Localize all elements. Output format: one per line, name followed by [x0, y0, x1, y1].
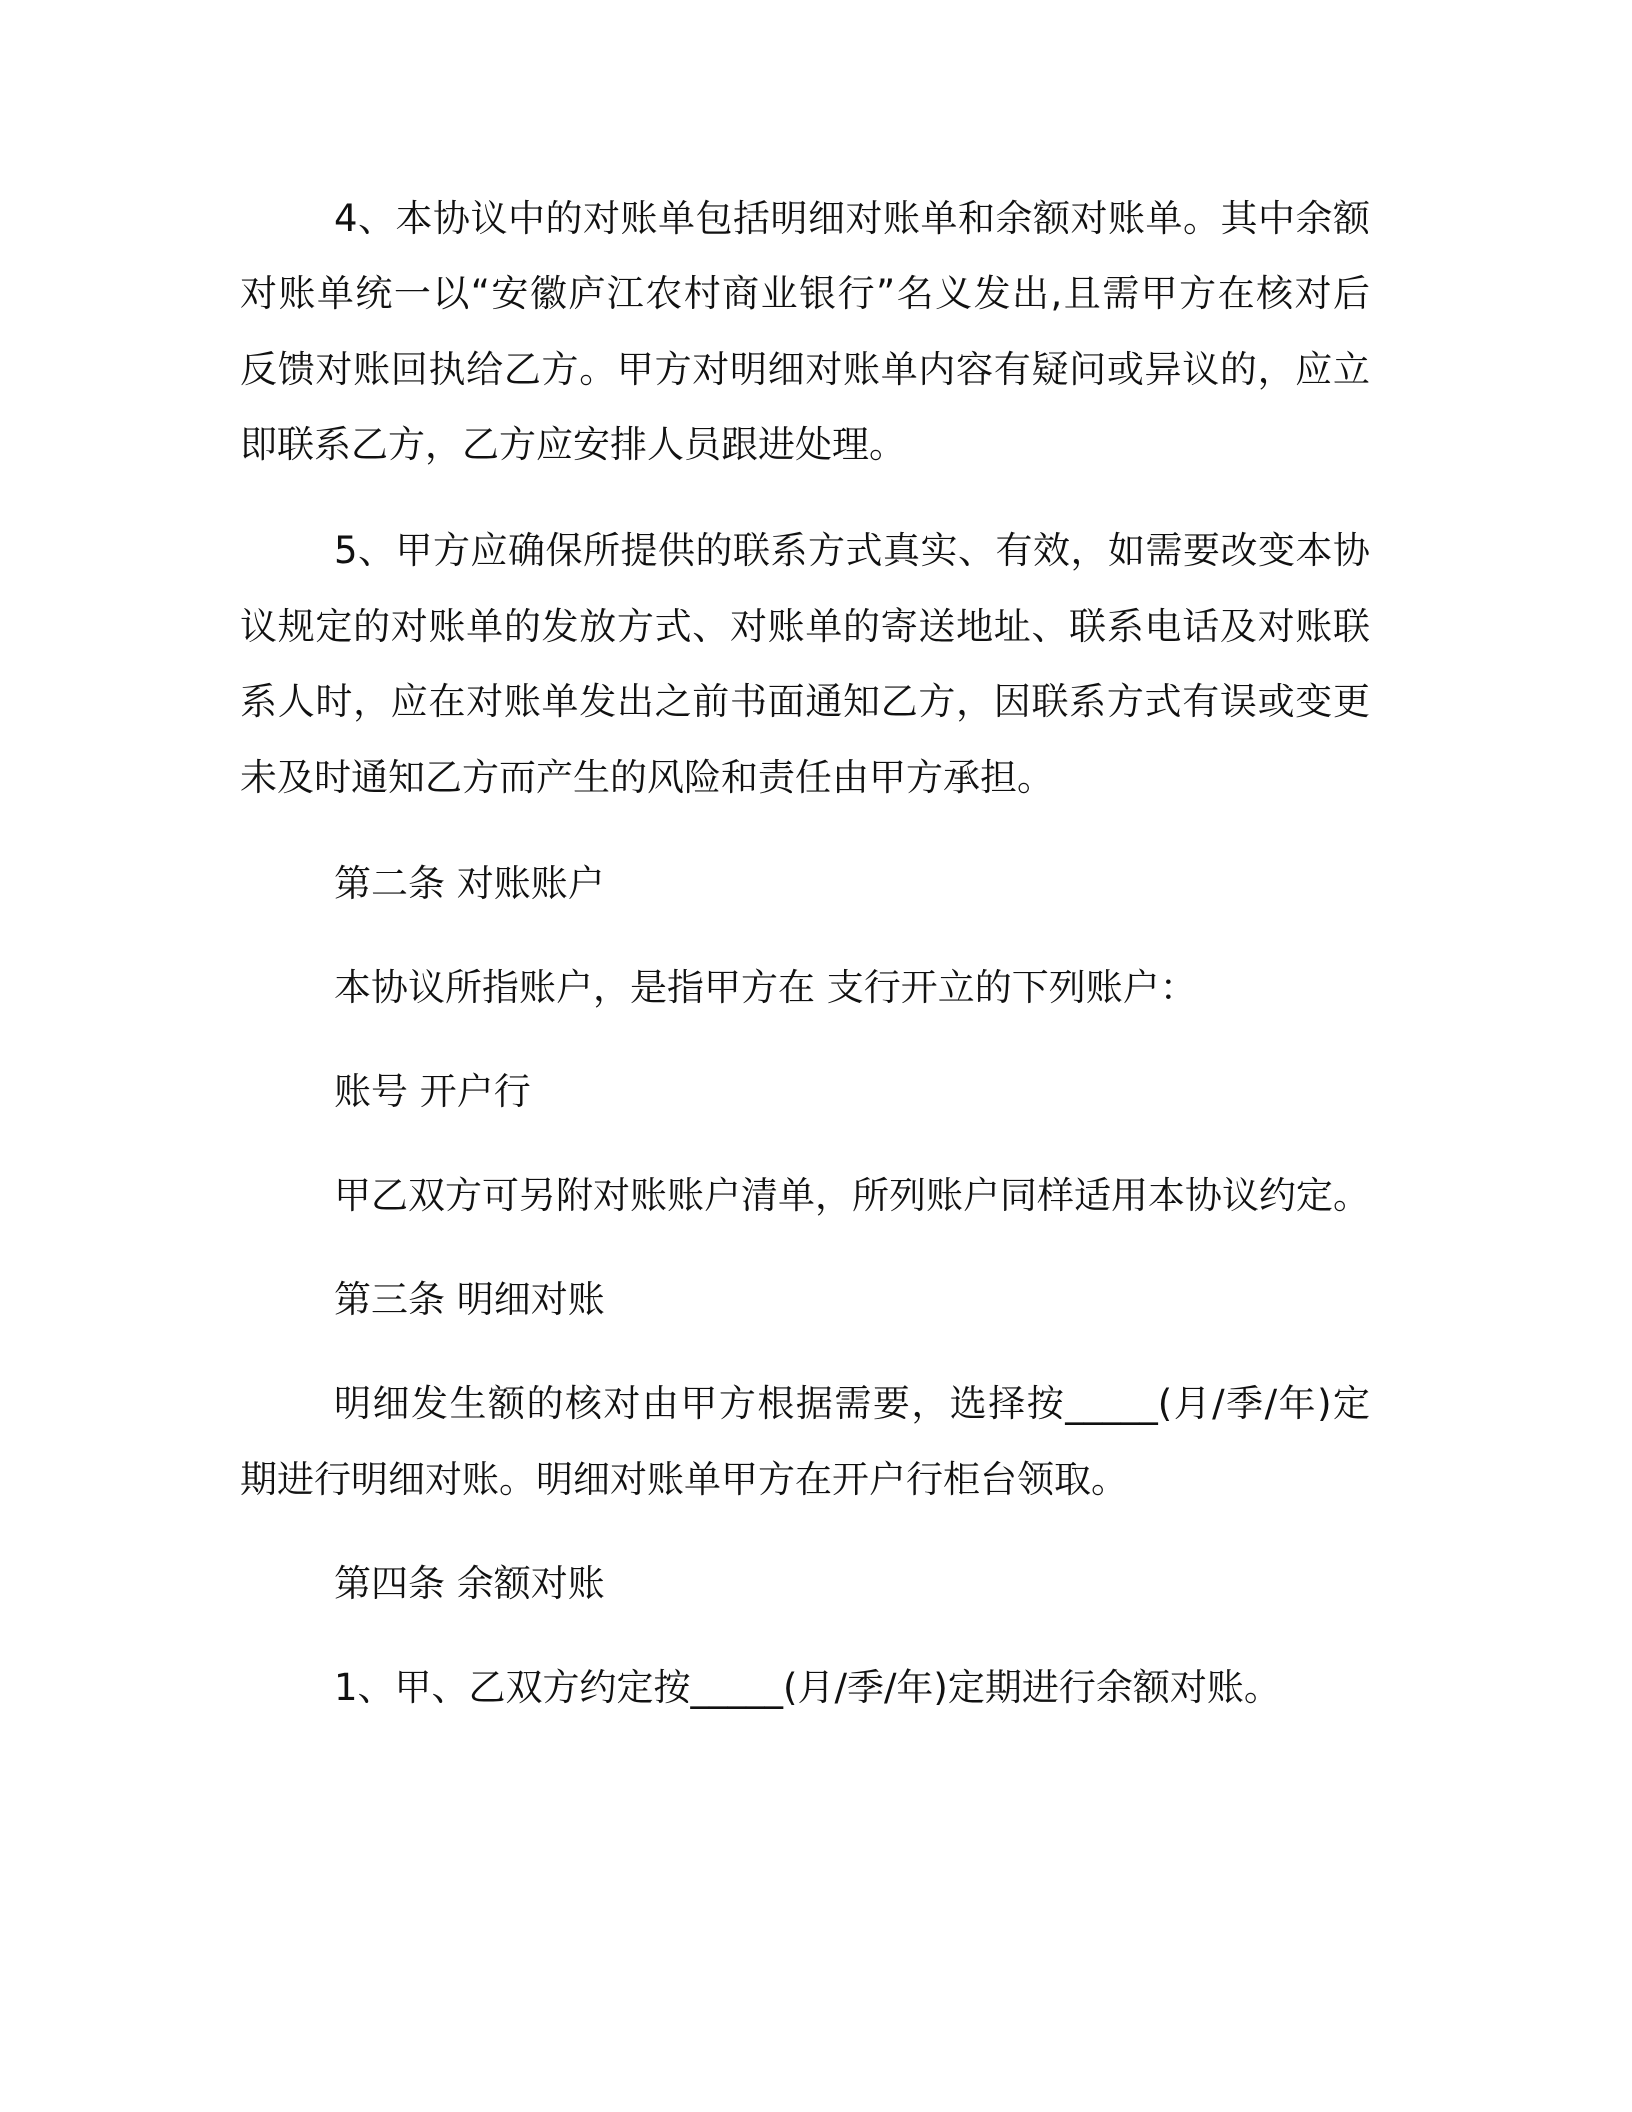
paragraph-5-line-4: 未及时通知乙方而产生的风险和责任由甲方承担。: [240, 756, 1054, 799]
paragraph-5-line-2: 议规定的对账单的发放方式、对账单的寄送地址、联系电话及对账联: [240, 605, 1370, 648]
article-2-text: 本协议所指账户，是指甲方在 支行开立的下列账户：: [334, 966, 1197, 1009]
article-3-text-line-1: 明细发生额的核对由甲方根据需要，选择按_____(月/季/年)定: [334, 1382, 1370, 1425]
paragraph-5-line-3: 系人时，应在对账单发出之前书面通知乙方，因联系方式有误或变更: [240, 680, 1370, 723]
article-4-heading: 第四条 余额对账: [334, 1562, 605, 1605]
paragraph-4-line-2: 对账单统一以“安徽庐江农村商业银行”名义发出,且需甲方在核对后: [240, 272, 1370, 315]
paragraph-4-line-1: 4、本协议中的对账单包括明细对账单和余额对账单。其中余额: [334, 197, 1370, 240]
article-4-item-1: 1、甲、乙双方约定按_____(月/季/年)定期进行余额对账。: [334, 1666, 1281, 1709]
account-header: 账号 开户行: [334, 1070, 531, 1113]
paragraph-4-line-3: 反馈对账回执给乙方。甲方对明细对账单内容有疑问或异议的，应立: [240, 348, 1370, 391]
article-3-text-line-2: 期进行明细对账。明细对账单甲方在开户行柜台领取。: [240, 1458, 1128, 1501]
paragraph-5-line-1: 5、甲方应确保所提供的联系方式真实、有效，如需要改变本协: [334, 529, 1370, 572]
paragraph-4-line-4: 即联系乙方，乙方应安排人员跟进处理。: [240, 423, 906, 466]
article-2-heading: 第二条 对账账户: [334, 862, 605, 905]
article-2-note: 甲乙双方可另附对账账户清单，所列账户同样适用本协议约定。: [334, 1174, 1370, 1217]
article-3-heading: 第三条 明细对账: [334, 1278, 605, 1321]
